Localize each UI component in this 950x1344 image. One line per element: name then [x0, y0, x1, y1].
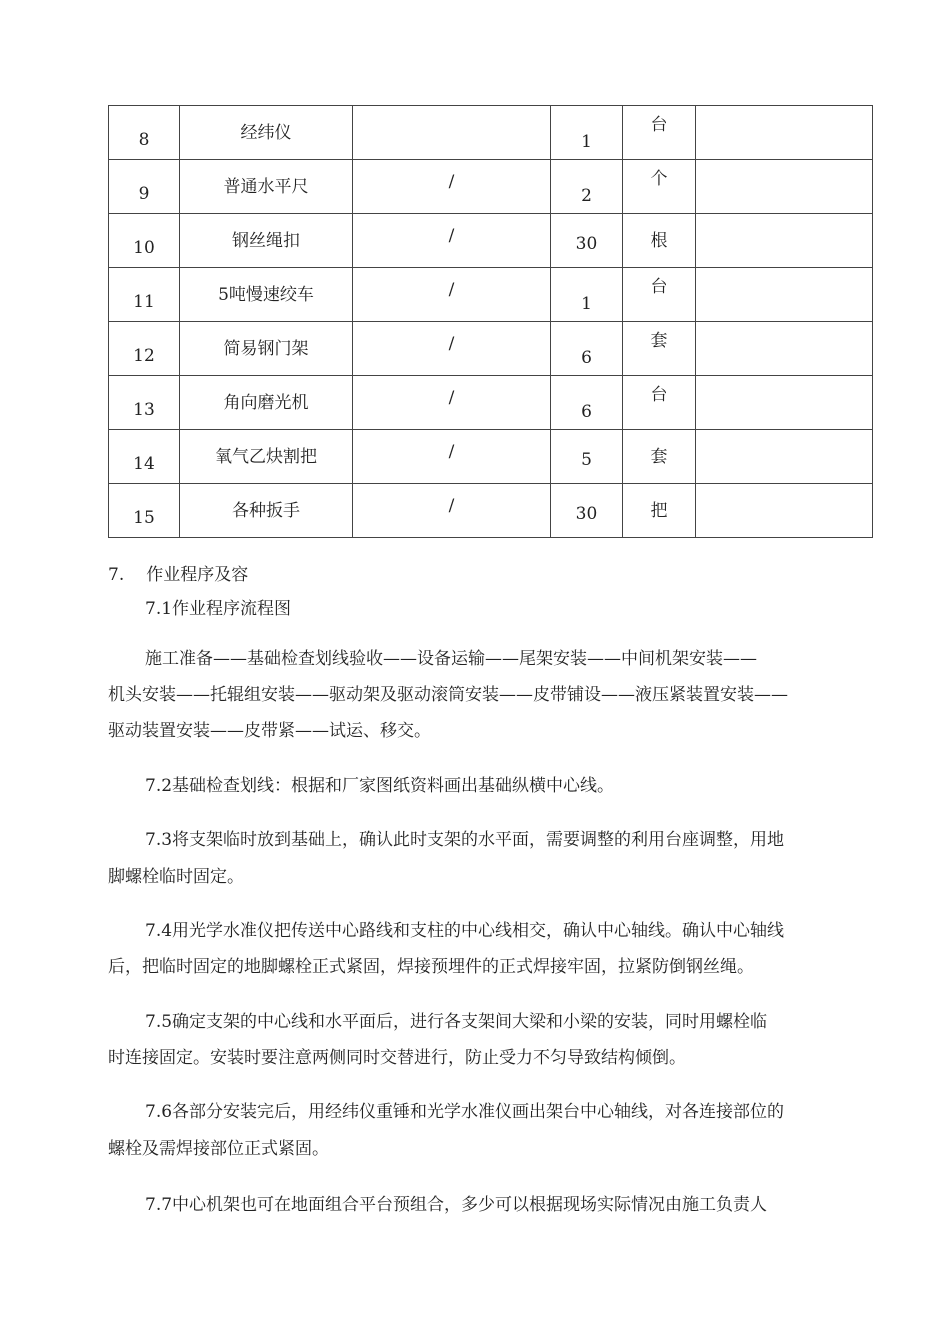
paragraph-7-6-line-1: 7.6各部分安装完后，用经纬仪重锤和光学水准仪画出架台中心轴线，对各连接部位的	[145, 1102, 785, 1122]
cell-text-no: 11	[133, 292, 155, 312]
paragraph-7-4-line-2: 后，把临时固定的地脚螺栓正式紧固，焊接预埋件的正式焊接牢固，拉紧防倒钢丝绳。	[108, 957, 754, 977]
cell-text-name: 钢丝绳扣	[232, 231, 300, 251]
cell-text-no: 9	[138, 184, 150, 204]
table-cell-spec	[353, 214, 551, 268]
table-cell-no	[109, 106, 180, 160]
flow-line-3: 驱动装置安装——皮带紧——试运、移交。	[108, 721, 431, 741]
cell-text-unit: 把	[650, 501, 668, 521]
table-cell-name	[180, 214, 353, 268]
table-cell-spec	[353, 268, 551, 322]
paragraph-7-5-line-1: 7.5确定支架的中心线和水平面后，进行各支架间大梁和小梁的安装，同时用螺栓临	[145, 1012, 768, 1032]
table-cell-note	[696, 430, 873, 484]
table-cell-name	[180, 106, 353, 160]
table-cell-unit	[623, 376, 696, 430]
table-cell-name	[180, 268, 353, 322]
table-cell-unit	[623, 430, 696, 484]
cell-text-qty: 1	[581, 294, 592, 314]
cell-text-spec: /	[448, 226, 455, 246]
cell-text-name: 各种扳手	[232, 501, 300, 521]
table-cell-no	[109, 430, 180, 484]
table-cell-no	[109, 484, 180, 538]
table-cell-unit	[623, 268, 696, 322]
table-cell-note	[696, 106, 873, 160]
cell-text-qty: 6	[581, 402, 592, 422]
flow-line-1: 施工准备——基础检查划线验收——设备运输——尾架安装——中间机架安装——	[145, 649, 757, 669]
table-cell-qty	[551, 268, 623, 322]
table-cell-no	[109, 214, 180, 268]
table-row	[109, 430, 873, 484]
cell-text-unit: 根	[650, 231, 668, 251]
cell-text-unit: 个	[650, 169, 668, 189]
cell-text-unit: 台	[650, 277, 668, 297]
cell-text-no: 15	[133, 508, 155, 528]
table-cell-name	[180, 160, 353, 214]
cell-text-spec: /	[448, 334, 455, 354]
table-cell-note	[696, 268, 873, 322]
cell-text-name: 角向磨光机	[223, 393, 309, 413]
paragraph-7-3-line-2: 脚螺栓临时固定。	[108, 867, 244, 887]
table-cell-unit	[623, 322, 696, 376]
cell-text-unit: 套	[650, 447, 668, 467]
cell-text-qty: 30	[575, 504, 598, 524]
table-cell-name	[180, 376, 353, 430]
section-number: 7.	[108, 565, 125, 585]
cell-text-no: 10	[133, 238, 155, 258]
cell-text-qty: 2	[581, 186, 592, 206]
table-cell-spec	[353, 322, 551, 376]
table-cell-spec	[353, 106, 551, 160]
table-cell-no	[109, 322, 180, 376]
cell-text-qty: 30	[575, 234, 598, 254]
table-cell-note	[696, 322, 873, 376]
paragraph-7-4-line-1: 7.4用光学水准仪把传送中心路线和支柱的中心线相交，确认中心轴线。确认中心轴线	[145, 921, 785, 941]
cell-text-unit: 台	[650, 115, 668, 135]
section-heading	[108, 560, 248, 585]
cell-text-spec: /	[448, 280, 455, 300]
table-cell-qty	[551, 430, 623, 484]
table-cell-no	[109, 268, 180, 322]
table-cell-note	[696, 160, 873, 214]
cell-text-name: 氧气乙炔割把	[215, 447, 317, 467]
table-cell-name	[180, 322, 353, 376]
table-cell-no	[109, 160, 180, 214]
section-title: 作业程序及容	[146, 565, 249, 585]
table-cell-no	[109, 376, 180, 430]
cell-text-name: 5吨慢速绞车	[218, 285, 314, 305]
table-cell-spec	[353, 484, 551, 538]
equipment-table	[108, 105, 873, 538]
cell-text-spec: /	[448, 496, 455, 516]
paragraph-7-6-line-2: 螺栓及需焊接部位正式紧固。	[108, 1139, 329, 1159]
table-row	[109, 268, 873, 322]
paragraph-7-3-line-1: 7.3将支架临时放到基础上，确认此时支架的水平面，需要调整的利用台座调整，用地	[145, 830, 785, 850]
table-cell-note	[696, 484, 873, 538]
cell-text-qty: 5	[581, 450, 592, 470]
table-cell-qty	[551, 106, 623, 160]
table-cell-name	[180, 484, 353, 538]
cell-text-no: 8	[138, 130, 150, 150]
table-cell-note	[696, 376, 873, 430]
table-cell-qty	[551, 376, 623, 430]
table-row	[109, 214, 873, 268]
table-cell-note	[696, 214, 873, 268]
cell-text-unit: 套	[650, 331, 668, 351]
cell-text-no: 14	[133, 454, 155, 474]
cell-text-spec: /	[448, 172, 455, 192]
paragraph-7-7: 7.7中心机架也可在地面组合平台预组合，多少可以根据现场实际情况由施工负责人	[145, 1195, 768, 1215]
cell-text-spec: /	[448, 442, 455, 462]
table-row	[109, 376, 873, 430]
table-cell-spec	[353, 430, 551, 484]
cell-text-unit: 台	[650, 385, 668, 405]
paragraph-7-5-line-2: 时连接固定。安装时要注意两侧同时交替进行，防止受力不匀导致结构倾倒。	[108, 1048, 686, 1068]
table-cell-unit	[623, 160, 696, 214]
cell-text-no: 13	[133, 400, 155, 420]
table-cell-name	[180, 430, 353, 484]
cell-text-name: 简易钢门架	[223, 339, 309, 359]
table-cell-qty	[551, 214, 623, 268]
subsection-heading: 7.1作业程序流程图	[145, 599, 292, 619]
table-row	[109, 160, 873, 214]
table-cell-qty	[551, 160, 623, 214]
cell-text-no: 12	[133, 346, 155, 366]
paragraph-7-2: 7.2基础检查划线：根据和厂家图纸资料画出基础纵横中心线。	[145, 776, 615, 796]
table-cell-unit	[623, 106, 696, 160]
cell-text-name: 经纬仪	[240, 123, 292, 143]
table-cell-unit	[623, 214, 696, 268]
table-cell-qty	[551, 484, 623, 538]
table-cell-spec	[353, 376, 551, 430]
cell-text-qty: 6	[581, 348, 592, 368]
table-cell-unit	[623, 484, 696, 538]
flow-line-2: 机头安装——托辊组安装——驱动架及驱动滚筒安装——皮带铺设——液压紧装置安装——	[108, 685, 788, 705]
cell-text-name: 普通水平尺	[223, 177, 309, 197]
equipment-table-body	[109, 106, 873, 538]
table-row	[109, 106, 873, 160]
table-cell-spec	[353, 160, 551, 214]
cell-text-qty: 1	[581, 132, 592, 152]
cell-text-spec: /	[448, 388, 455, 408]
table-row	[109, 322, 873, 376]
table-row	[109, 484, 873, 538]
table-cell-qty	[551, 322, 623, 376]
